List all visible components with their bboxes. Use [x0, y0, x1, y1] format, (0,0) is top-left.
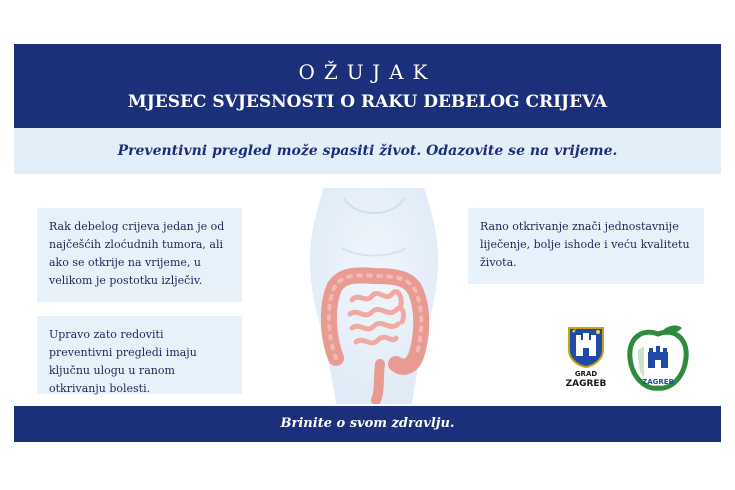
content-area — [14, 174, 721, 406]
info-card-right-top — [468, 208, 704, 284]
info-card-left-top — [37, 208, 242, 302]
info-card-text: Rak debelog crijeva jedan je od najčešćih zloćudnih tumora, ali ako se otkrije na vrijeme, u velikom je postotku izlječiv. — [49, 220, 225, 287]
torso-illustration — [284, 188, 464, 404]
month-title: OŽUJAK — [298, 60, 437, 84]
tagline-text: Preventivni pregled može spasiti život. Odazovite se na vrijeme. — [117, 143, 618, 159]
healthy-city-logo — [622, 322, 694, 394]
info-card-text: Upravo zato redoviti preventivni pregledi imaju ključnu ulogu u ranom otkrivanju bolesti. — [49, 328, 197, 395]
footer-text: Brinite o svom zdravlju. — [280, 416, 455, 431]
campaign-title: MJESEC SVJESNOSTI O RAKU DEBELOG CRIJEVA — [127, 92, 608, 112]
zagreb-label: ZAGREB — [565, 379, 607, 389]
grad-label: GRAD — [574, 370, 598, 378]
tagline-bar — [14, 128, 721, 174]
apple-zagreb-label: ZAGREB — [642, 378, 674, 386]
footer-bar — [14, 406, 721, 442]
info-card-text: Rano otkrivanje znači jednostavnije liječenje, bolje ishode i veću kvalitetu života. — [480, 220, 690, 269]
info-card-left-bottom — [37, 316, 242, 394]
zagreb-coat-of-arms-icon — [563, 326, 609, 368]
header-banner — [14, 44, 721, 128]
grad-zagreb-logo — [563, 326, 609, 392]
